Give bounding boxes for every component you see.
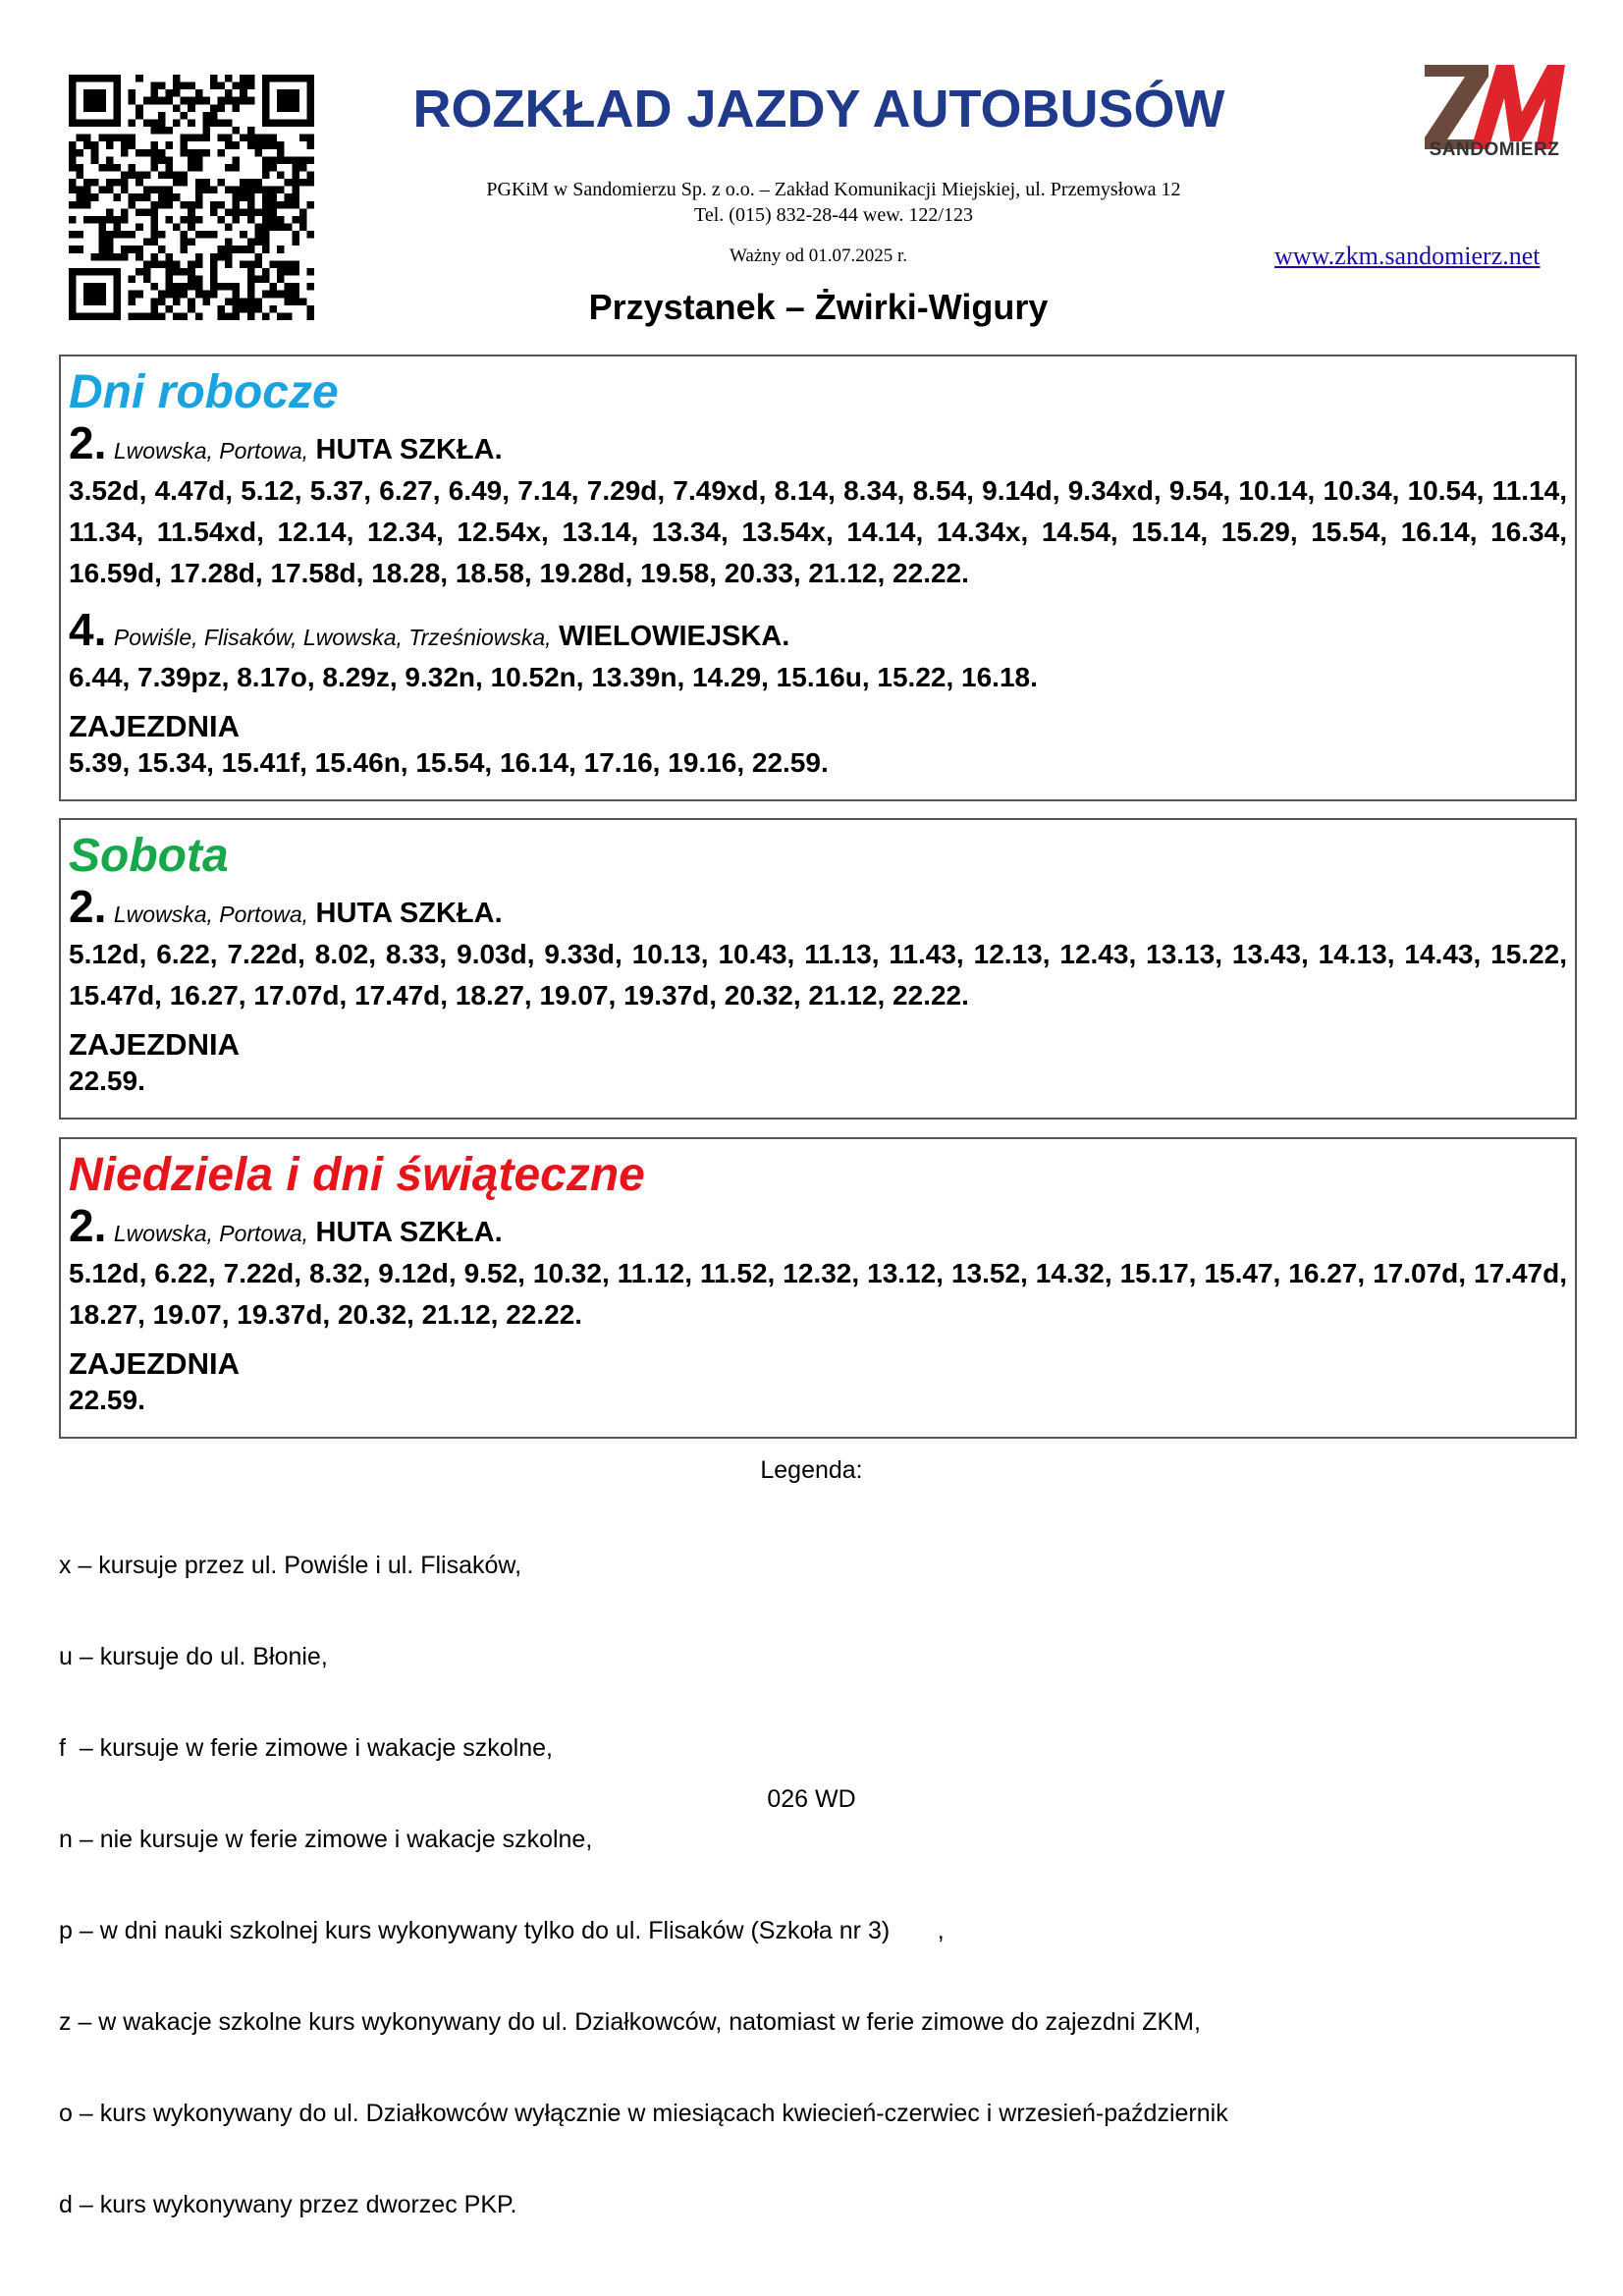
route-number: 2. [69, 881, 107, 932]
depot-times: 22.59. [69, 1385, 145, 1415]
legend-item: o – kurs wykonywany do ul. Działkowców wyłącznie w miesiącach kwiecień-czerwiec i wrzesień-październik [59, 2100, 1228, 2127]
website-link[interactable]: www.zkm.sandomierz.net [1274, 242, 1541, 270]
section-weekdays [59, 355, 1577, 801]
section-sunday-holidays [59, 1137, 1577, 1439]
stop-name: Przystanek – Żwirki-Wigury [588, 287, 1049, 327]
logo-text: SANDOMIERZ [1429, 139, 1560, 160]
depot-label: ZAJEZDNIA [69, 1027, 240, 1062]
departure-times: 3.52d, 4.47d, 5.12, 5.37, 6.27, 6.49, 7.14, 7.29d, 7.49xd, 8.14, 8.34, 8.54, 9.14d, 9.34xd, 9.54, 10.14, 10.34, 10.54, 11.14, 11.34, 11.54xd, 12.14, 12.34, 12.54x, 13.14, 13.34, 13.54x, 14.14, 14.34x, 14.54, 15.14, 15.29, 15.54, 16.14, 16.34, 16.59d, 17.28d, 17.58d, 18.28, 18.58, 19.28d, 19.58, 20.33, 21.12, 22.22. [69, 475, 1567, 588]
route-destination: WIELOWIEJSKA. [559, 621, 790, 652]
valid-from: Ważny od 01.07.2025 r. [729, 246, 908, 266]
departure-times: 6.44, 7.39pz, 8.17o, 8.29z, 9.32n, 10.52n, 13.39n, 14.29, 15.16u, 15.22, 16.18. [69, 662, 1038, 692]
route-header [69, 1200, 1567, 1253]
route-destination: HUTA SZKŁA. [315, 434, 503, 465]
depot-label: ZAJEZDNIA [69, 709, 240, 743]
departure-times: 5.12d, 6.22, 7.22d, 8.32, 9.12d, 9.52, 10.32, 11.12, 11.52, 12.32, 13.12, 13.52, 14.32, 15.17, 15.47, 16.27, 17.07d, 17.47d, 18.27, 19.07, 19.37d, 20.32, 21.12, 22.22. [69, 1258, 1567, 1330]
route-header [69, 881, 1567, 934]
legend-item: d – kurs wykonywany przez dworzec PKP. [59, 2191, 517, 2218]
legend-title: Legenda: [760, 1456, 863, 1484]
depot-label: ZAJEZDNIA [69, 1346, 240, 1381]
depot-times: 22.59. [69, 1066, 145, 1096]
footer-code: 026 WD [767, 1785, 856, 1813]
depot-times: 5.39, 15.34, 15.41f, 15.46n, 15.54, 16.14, 17.16, 19.16, 22.59. [69, 747, 829, 778]
legend-item: f – kursuje w ferie zimowe i wakacje szkolne, [59, 1734, 553, 1762]
route-destination: HUTA SZKŁA. [315, 1217, 503, 1248]
day-title: Sobota [69, 830, 229, 882]
day-title: Dni robocze [69, 366, 339, 418]
route-via: Powiśle, Flisaków, Lwowska, Trześniowska, [113, 625, 552, 650]
route-destination: HUTA SZKŁA. [315, 898, 503, 929]
route-header [69, 604, 1567, 657]
legend-item: p – w dni nauki szkolnej kurs wykonywany tylko do ul. Flisaków (Szkoła nr 3) , [59, 1917, 945, 1944]
legend-item: x – kursuje przez ul. Powiśle i ul. Flisaków, [59, 1552, 522, 1579]
company-line-1: PGKiM w Sandomierzu Sp. z o.o. – Zakład Komunikacji Miejskiej, ul. Przemysłowa 12 [486, 179, 1181, 200]
company-info [0, 177, 1623, 228]
route-via: Lwowska, Portowa, [113, 1221, 309, 1246]
company-line-2: Tel. (015) 832-28-44 wew. 122/123 [694, 204, 973, 226]
departure-times: 5.12d, 6.22, 7.22d, 8.02, 8.33, 9.03d, 9.33d, 10.13, 10.43, 11.13, 11.43, 12.13, 12.43, 13.13, 13.43, 14.13, 14.43, 15.22, 15.47d, 16.27, 17.07d, 17.47d, 18.27, 19.07, 19.37d, 20.32, 21.12, 22.22. [69, 939, 1567, 1011]
page-title: ROZKŁAD JAZDY AUTOBUSÓW [412, 80, 1225, 138]
legend-list [59, 1490, 1228, 2251]
legend-item: u – kursuje do ul. Błonie, [59, 1643, 328, 1670]
day-title: Niedziela i dni świąteczne [69, 1149, 645, 1201]
legend-item: n – nie kursuje w ferie zimowe i wakacje szkolne, [59, 1826, 593, 1853]
route-number: 2. [69, 417, 107, 468]
route-via: Lwowska, Portowa, [113, 902, 309, 927]
section-saturday [59, 818, 1577, 1120]
route-header [69, 417, 1567, 470]
route-number: 2. [69, 1200, 107, 1251]
route-number: 4. [69, 604, 107, 655]
route-via: Lwowska, Portowa, [113, 438, 309, 464]
legend-item: z – w wakacje szkolne kurs wykonywany do ul. Działkowców, natomiast w ferie zimowe do zajezdni ZKM, [59, 2008, 1201, 2036]
